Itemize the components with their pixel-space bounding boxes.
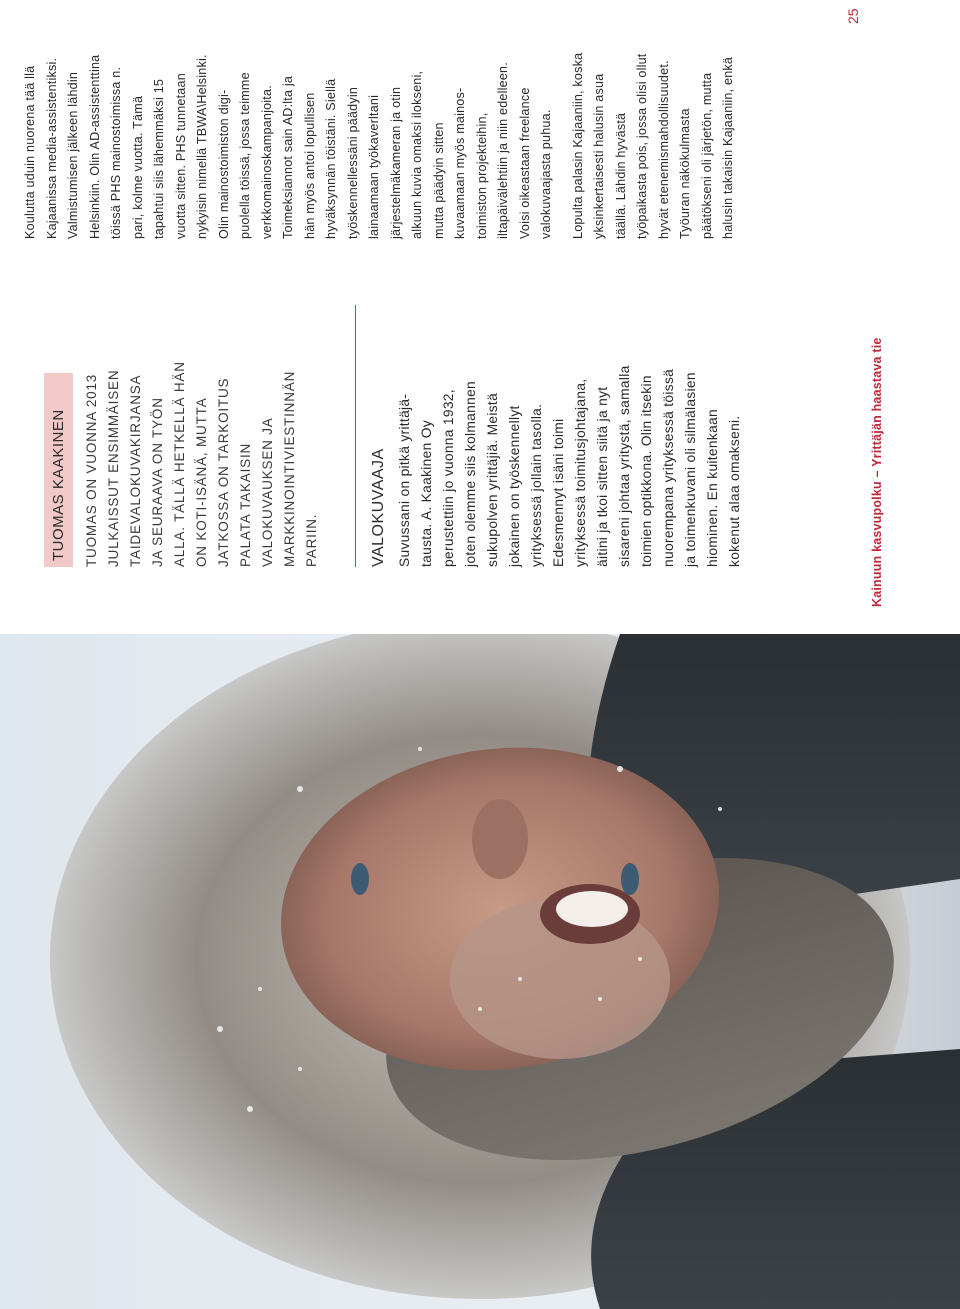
intro-line: PARIIN. [304, 513, 319, 567]
body-line: verkkomainoskampanjoita. [259, 85, 274, 239]
body-line: Suvussani on pitkä yrittäjä- [397, 393, 412, 567]
intro-line: ALLA. TÄLLÄ HETKELLÄ HÄN [172, 361, 187, 567]
body-line: Voisi oikeastaan freelance [517, 87, 532, 239]
body-line: järjestelmäkameran ja otin [388, 86, 403, 239]
body-line: töissä PHS mainostoimissa n. [109, 66, 123, 239]
body-line: valokuvaajasta puhua. [539, 109, 553, 239]
body-line: mutta päädyin sitten [431, 122, 446, 239]
body-line: hiominen. En kuitenkaan [705, 409, 720, 567]
intro-line: JA SEURAAVA ON TYÖN [150, 397, 165, 567]
body-line: Kajaanissa media-assistentiksi. [44, 57, 59, 239]
intro-line: VALOKUVAUKSEN JA [260, 417, 275, 567]
intro-line: MARKKINOINTIVIESTINNÄN [282, 370, 297, 567]
page-number: 25 [845, 8, 861, 24]
profile-heading: TUOMAS KAAKINEN [44, 373, 73, 567]
body-line: vuotta sitten. PHS tunnetaan [173, 73, 188, 239]
body-line: lainaamaan työkaverltani [367, 94, 381, 239]
intro-line: PALATA TAKAISIN [238, 442, 253, 567]
body-line: Toimeksiannot sain AD:lta ja [281, 75, 295, 239]
intro-line: JATKOSSA ON TARKOITUS [216, 377, 231, 567]
portrait-photo [0, 634, 960, 1309]
section-column [370, 237, 746, 567]
body-line: sisareni johtaa yritystä, samalla [617, 365, 632, 567]
body-line: ja toimenkuvani oli silmälasien [683, 372, 698, 567]
body-line: kuvaamaan myös mainos- [453, 87, 467, 239]
body-line: Työuran näkökulmasta [678, 108, 692, 239]
intro-column [44, 267, 323, 567]
body-line: tausta. A. Kaakinen Oy [419, 420, 434, 567]
footer-title: Kainuun kasvupolku – Yrittäjän haastava tie [870, 337, 884, 607]
body-line: alkuun kuvia omaksi ilokseni, [410, 70, 424, 239]
body-line: sukupolven yrittäjiä. Meistä [485, 392, 500, 567]
body-line: joten olemme siis kolmannen [463, 380, 478, 567]
body-line: iltapäivälehtiin ja niin edelleen. [496, 62, 510, 239]
body-line: nuorempana yrityksessä töissä [661, 368, 676, 567]
body-line: työpaikasta pois, jossa olisi ollut [635, 53, 649, 239]
body-line: päätökseni oli järjetön, mutta [699, 72, 714, 239]
intro-line: TUOMAS ON VUONNA 2013 [84, 373, 99, 567]
body-line: hän myös antoi lopullisen [302, 92, 317, 239]
body-line: Olin mainostoimiston digi- [216, 89, 231, 239]
intro-line: JULKAISSUT ENSIMMÄISEN [106, 369, 121, 567]
body-line: nykyisin nimellä TBWA\Helsinki. [195, 54, 209, 239]
body-line: hyvät etenemismahdollisuudet. [656, 60, 671, 239]
body-line: yrityksessä toimitusjohtajana, [573, 378, 588, 567]
body-line: Lopulta palasin Kajaaniin, koska [570, 52, 585, 239]
body-line: jokainen on työskennellyt [507, 405, 522, 567]
body-line: Koulutta uduin nuorena tää llä [23, 65, 37, 239]
continued-text-column [20, 4, 740, 239]
body-line: äitini ja tkoi sitten siitä ja nyt [595, 386, 610, 567]
body-line: toimien optikkona. Olin itsekin [639, 375, 654, 567]
intro-line: ON KOTI-ISÄNÄ, MUTTA [194, 397, 209, 567]
body-line: Helsinkiin. Olin AD-assistenttina [87, 54, 102, 239]
body-line: kokenut alaa omakseni. [727, 415, 742, 567]
body-line: yksinkertaisesti halusin asua [592, 73, 606, 239]
section-heading: VALOKUVAAJA [370, 448, 387, 567]
body-line: perustettiin jo vuonna 1932, [441, 389, 456, 567]
body-line: toimiston projekteihin, [474, 112, 489, 239]
body-line: täällä. Lähdin hyvästä [613, 112, 628, 239]
frosted-man-portrait-image [0, 634, 960, 1309]
paragraph-gap [558, 4, 568, 239]
body-line: työskennellessäni päädyin [345, 86, 360, 239]
body-line: halusin takaisin Kajaaniin, enkä [721, 56, 735, 239]
body-line: Edesmennyt isäni toimi [551, 418, 566, 567]
body-line: puolella töissä, jossa teimme [238, 72, 252, 239]
section-divider [355, 305, 356, 567]
intro-text [81, 267, 323, 567]
body-line: yrityksessä jollain tasolla. [529, 403, 544, 567]
body-line: tapahtui siis lähemmäksi 15 [152, 78, 166, 239]
intro-line: TAIDEVALOKUVAKIRJANSA [128, 374, 143, 567]
body-line: pari, kolme vuotta. Tämä [130, 95, 145, 239]
body-line: Valmistumisen jälkeen lähdin [66, 71, 80, 239]
body-line: hyväksynnän töistäni. Siellä [324, 78, 338, 239]
